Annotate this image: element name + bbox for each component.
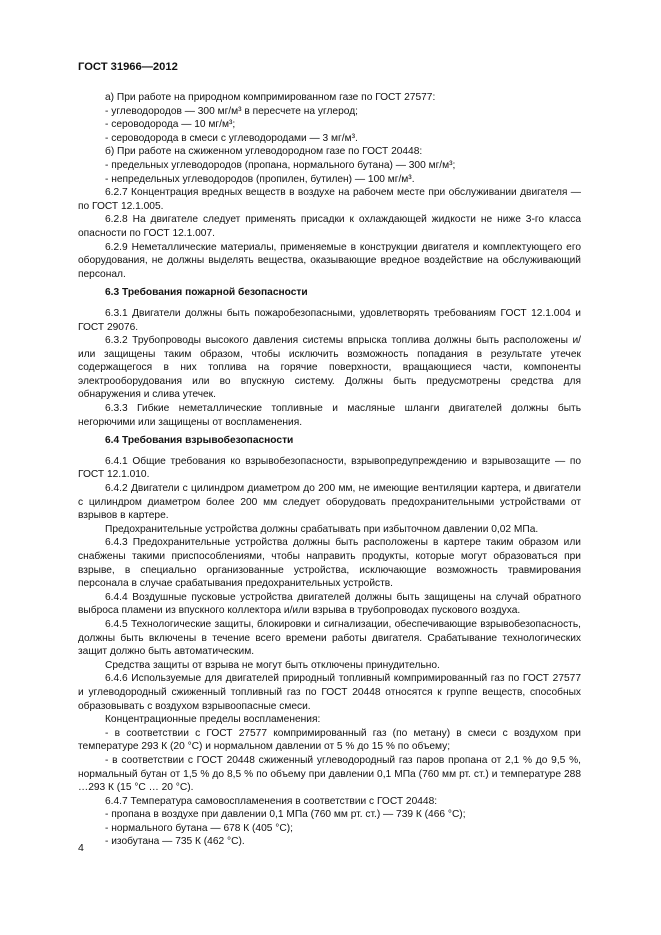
paragraph: 6.4.5 Технологические защиты, блокировки и сигнализации, обеспечивающие взрывобезопасность, должны быть включены в течение всего времени работы двигателя. Срабатывание технологических защит должно быть автоматическим. xyxy=(78,618,581,658)
paragraph: 6.4.7 Температура самовоспламенения в соответствии с ГОСТ 20448: xyxy=(105,795,438,807)
paragraph: 6.4.3 Предохранительные устройства должны быть расположены в картере таким образом или снабжены такими приспособлениями, чтобы направить продукты, которые могут образоваться при взрыве, в специально организованные устройства, исключающие возможность травмирования персонала в случае срабатывания предохранительных устройств. xyxy=(78,537,581,590)
paragraph: б) При работе на сжиженном углеводородном газе по ГОСТ 20448: xyxy=(105,146,423,158)
paragraph: 6.4.4 Воздушные пусковые устройства двигателей должны быть защищены на случай обратного выброса пламени из впускного коллектора и/или взрыва в трубопроводах пускового воздуха. xyxy=(78,591,581,617)
paragraph: 6.4.1 Общие требования ко взрывобезопасности, взрывопредупреждению и взрывозащите — по ГОСТ 12.1.010. xyxy=(78,455,581,481)
paragraph: 6.2.8 На двигателе следует применять присадки к охлаждающей жидкости не ниже 3-го класса опасности по ГОСТ 12.1.007. xyxy=(78,214,581,239)
paragraph: - непредельных углеводородов (пропилен, бутилен) — 100 мг/м³. xyxy=(105,173,415,185)
paragraph: - сероводорода — 10 мг/м³; xyxy=(105,119,236,131)
document-header: ГОСТ 31966—2012 xyxy=(78,61,178,73)
paragraph: а) При работе на природном компримированном газе по ГОСТ 27577: xyxy=(105,92,436,103)
section-heading: 6.3 Требования пожарной безопасности xyxy=(105,287,308,299)
document-body xyxy=(78,91,581,849)
paragraph: 6.4.2 Двигатели с цилиндром диаметром до 200 мм, не имеющие вентиляции картера, и двигатели с цилиндром диаметром более 200 мм следует оборудовать предохранительными устройствами от взрывов в картере. xyxy=(78,483,581,522)
paragraph: 6.3.3 Гибкие неметаллические топливные и масляные шланги двигателей должны быть негорючими или защищены от воспламенения. xyxy=(78,403,581,428)
section-heading: 6.4 Требования взрывобезопасности xyxy=(105,435,294,447)
paragraph: 6.2.7 Концентрация вредных веществ в воздухе на рабочем месте при обслуживании двигателя — по ГОСТ 12.1.005. xyxy=(78,187,581,212)
paragraph: - углеводородов — 300 мг/м³ в пересчете на углерод; xyxy=(105,105,358,117)
paragraph: - в соответствии с ГОСТ 27577 компримированный газ (по метану) в смеси с воздухом при температуре 293 К (20 °С) и нормальном давлении от 5 % до 15 % по объему; xyxy=(78,727,581,753)
paragraph: 6.3.1 Двигатели должны быть пожаробезопасными, удовлетворять требованиям ГОСТ 12.1.004 и ГОСТ 29076. xyxy=(78,307,581,333)
paragraph: - нормального бутана — 678 К (405 °С); xyxy=(105,822,293,834)
paragraph: - сероводорода в смеси с углеводородами — 3 мг/м³. xyxy=(105,132,358,144)
page-number: 4 xyxy=(78,842,84,854)
paragraph: Предохранительные устройства должны срабатывать при избыточном давлении 0,02 МПа. xyxy=(105,523,539,535)
paragraph: - изобутана — 735 К (462 °С). xyxy=(105,836,245,848)
paragraph: 6.2.9 Неметаллические материалы, применяемые в конструкции двигателя и комплектующего его оборудования, не должны выделять вещества, оказывающие вредное воздействие на обслуживающий персонал. xyxy=(78,241,581,280)
paragraph: - пропана в воздухе при давлении 0,1 МПа (760 мм рт. ст.) — 739 К (466 °С); xyxy=(105,809,466,821)
paragraph: Концентрационные пределы воспламенения: xyxy=(105,714,321,726)
paragraph: 6.4.6 Используемые для двигателей природный топливный компримированный газ по ГОСТ 27577 и углеводородный сжиженный топливный газ по ГОСТ 20448 относятся к группе веществ, способных образовывать с воздухом взрывоопасные смеси. xyxy=(78,673,581,712)
paragraph: - предельных углеводородов (пропана, нормального бутана) — 300 мг/м³; xyxy=(105,159,456,171)
paragraph: 6.3.2 Трубопроводы высокого давления системы впрыска топлива должны быть расположены и/или защищены таким образом, чтобы исключить возможность попадания в результате утечек содержащегося в них топлива на горячие поверхности, вращающиеся части, компоненты электрооборудования или во впускную систему. Должны быть предусмотрены средства для обнаружения и слива утечек. xyxy=(78,335,581,401)
paragraph: - в соответствии с ГОСТ 20448 сжиженный углеводородный газ паров пропана от 2,1 % до 9,5 %, нормальный бутан от 1,5 % до 8,5 % по объему при давлении 0,1 МПа (760 мм рт. ст.) и температуре 288 …293 К (15 °С … 20 °С). xyxy=(78,754,581,794)
paragraph: Средства защиты от взрыва не могут быть отключены принудительно. xyxy=(105,659,440,671)
